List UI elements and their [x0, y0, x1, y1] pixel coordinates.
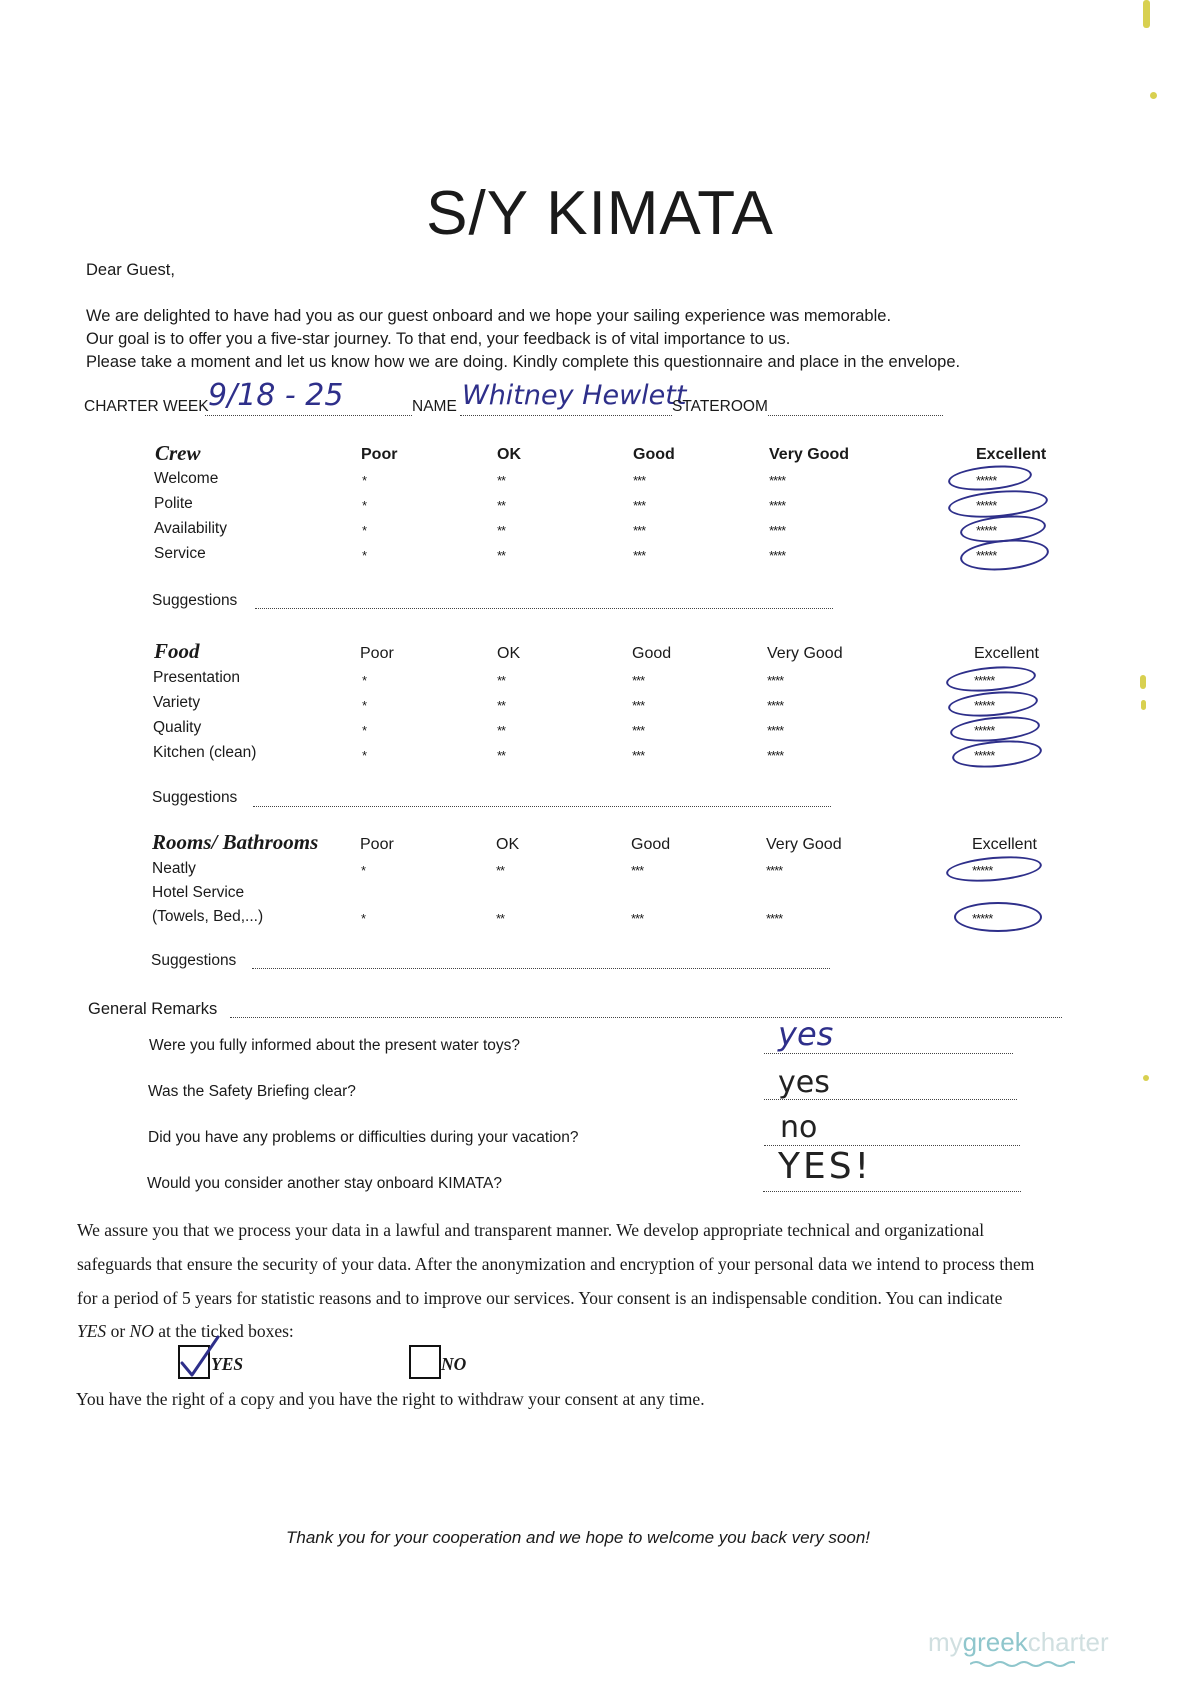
rating-item-hotel-service: Hotel Service: [152, 884, 245, 901]
col-very-good: Very Good: [766, 836, 842, 853]
name-line: [460, 415, 672, 416]
watermark-logo: [928, 1627, 1109, 1658]
selection-circle: [954, 902, 1042, 932]
star-3[interactable]: ***: [633, 548, 646, 563]
star-4[interactable]: ****: [769, 473, 786, 488]
star-3[interactable]: ***: [632, 698, 645, 713]
star-4[interactable]: ****: [767, 748, 784, 763]
rating-item-welcome: Welcome: [154, 470, 219, 487]
rating-item-towels-bed: (Towels, Bed,...): [152, 908, 264, 925]
stateroom-line[interactable]: [768, 415, 943, 416]
col-good: Good: [632, 645, 672, 662]
star-2[interactable]: **: [497, 698, 506, 713]
privacy-line-4-rest: at the ticked boxes:: [153, 1321, 294, 1341]
general-remarks-line[interactable]: [230, 1017, 1062, 1018]
watermark-wave-icon: [970, 1660, 1075, 1668]
suggestions-label: Suggestions: [152, 789, 238, 806]
star-3[interactable]: ***: [631, 863, 644, 878]
selection-circle: [947, 688, 1039, 720]
col-very-good: Very Good: [769, 446, 850, 463]
privacy-or-word: or: [106, 1321, 130, 1341]
star-5[interactable]: *****: [972, 863, 993, 878]
section-title-rooms: Rooms/ Bathrooms: [152, 830, 319, 854]
col-ok: OK: [496, 836, 520, 853]
closing-message: Thank you for your cooperation and we hope to welcome you back very soon!: [286, 1528, 871, 1547]
star-1[interactable]: *: [361, 863, 366, 878]
question-another-stay: Would you consider another stay onboard KIMATA?: [147, 1175, 502, 1192]
intro-line-1: We are delighted to have had you as our guest onboard and we hope your sailing experience was memorable.: [86, 307, 892, 325]
col-ok: OK: [497, 446, 521, 463]
consent-no-label: NO: [441, 1354, 467, 1374]
star-2[interactable]: **: [497, 723, 506, 738]
star-3[interactable]: ***: [632, 673, 645, 688]
question-water-toys: Were you fully informed about the present water toys?: [149, 1037, 521, 1054]
star-5[interactable]: *****: [976, 473, 997, 488]
suggestions-line[interactable]: [253, 806, 831, 807]
col-good: Good: [633, 446, 675, 463]
star-1[interactable]: *: [362, 548, 367, 563]
suggestions-label: Suggestions: [151, 952, 237, 969]
scan-speck: [1143, 1075, 1149, 1081]
rating-item-neatly: Neatly: [152, 860, 196, 877]
selection-circle: [947, 462, 1033, 493]
privacy-line-1: We assure you that we process your data in a lawful and transparent manner. We develop appropriate technical and organizational: [77, 1220, 985, 1240]
suggestions-line[interactable]: [252, 968, 830, 969]
star-1[interactable]: *: [362, 473, 367, 488]
rating-item-polite: Polite: [154, 495, 193, 512]
name-label: NAME: [412, 398, 457, 415]
star-5[interactable]: *****: [974, 748, 995, 763]
col-poor: Poor: [360, 836, 394, 853]
answer-water-toys[interactable]: yes: [778, 1015, 834, 1053]
selection-circle: [959, 536, 1050, 574]
star-5[interactable]: *****: [974, 698, 995, 713]
scan-speck: [1150, 92, 1157, 99]
name-value[interactable]: Whitney Hewlett: [462, 380, 687, 411]
watermark-part-2: greek: [962, 1627, 1028, 1657]
watermark-part-3: charter: [1027, 1627, 1109, 1657]
stateroom-label: STATEROOM: [672, 398, 768, 415]
star-1[interactable]: *: [362, 748, 367, 763]
star-1[interactable]: *: [362, 673, 367, 688]
section-title-food: Food: [154, 639, 200, 663]
col-ok: OK: [497, 645, 521, 662]
star-5[interactable]: *****: [972, 911, 993, 926]
star-2[interactable]: **: [496, 863, 505, 878]
privacy-line-3: for a period of 5 years for statistic reasons and to improve our services. Your consent is an indispensable condition. You can indicate: [77, 1288, 1003, 1308]
star-5[interactable]: *****: [974, 673, 995, 688]
star-4[interactable]: ****: [769, 548, 786, 563]
star-5[interactable]: *****: [976, 548, 997, 563]
charter-week-line: [205, 415, 412, 416]
privacy-line-2: safeguards that ensure the security of your data. After the anonymization and encryption of your personal data we intend to process them: [77, 1254, 1035, 1274]
star-4[interactable]: ****: [767, 698, 784, 713]
star-2[interactable]: **: [497, 473, 506, 488]
consent-yes-label: YES: [211, 1354, 244, 1374]
selection-circle: [945, 663, 1037, 695]
star-1[interactable]: *: [362, 698, 367, 713]
selection-circle: [951, 737, 1043, 771]
rating-item-kitchen: Kitchen (clean): [153, 744, 257, 761]
col-good: Good: [631, 836, 671, 853]
suggestions-line[interactable]: [255, 608, 833, 609]
greeting: Dear Guest,: [86, 261, 175, 279]
answer-safety-briefing[interactable]: yes: [778, 1065, 830, 1100]
col-very-good: Very Good: [767, 645, 843, 662]
star-3[interactable]: ***: [632, 748, 645, 763]
scan-speck: [1140, 675, 1146, 689]
charter-week-label: CHARTER WEEK: [84, 398, 209, 415]
star-1[interactable]: *: [362, 498, 367, 513]
scan-speck: [1141, 700, 1146, 710]
rating-item-presentation: Presentation: [153, 669, 241, 686]
star-4[interactable]: ****: [767, 723, 784, 738]
star-1[interactable]: *: [362, 723, 367, 738]
answer-another-stay[interactable]: YES!: [778, 1146, 873, 1187]
star-3[interactable]: ***: [633, 523, 646, 538]
section-title-crew: Crew: [155, 441, 201, 465]
scan-speck: [1143, 0, 1150, 28]
document-title: S/Y KIMATA: [426, 179, 774, 248]
star-2[interactable]: **: [497, 748, 506, 763]
col-excellent: Excellent: [974, 645, 1039, 662]
answer-problems[interactable]: no: [780, 1110, 818, 1145]
privacy-yes-word: YES: [77, 1321, 107, 1341]
star-5[interactable]: *****: [976, 523, 997, 538]
star-1[interactable]: *: [361, 911, 366, 926]
privacy-no-word: NO: [129, 1321, 154, 1341]
star-2[interactable]: **: [497, 523, 506, 538]
star-3[interactable]: ***: [631, 911, 644, 926]
question-problems: Did you have any problems or difficulties during your vacation?: [148, 1129, 579, 1146]
star-2[interactable]: **: [497, 548, 506, 563]
watermark-part-1: my: [928, 1627, 963, 1657]
col-poor: Poor: [361, 446, 398, 463]
general-remarks-label: General Remarks: [88, 1000, 218, 1018]
star-4[interactable]: ****: [767, 673, 784, 688]
star-3[interactable]: ***: [633, 473, 646, 488]
suggestions-label: Suggestions: [152, 592, 238, 609]
col-excellent: Excellent: [976, 446, 1047, 463]
col-excellent: Excellent: [972, 836, 1037, 853]
selection-circle: [945, 853, 1043, 885]
rating-item-availability: Availability: [154, 520, 227, 537]
star-4[interactable]: ****: [766, 911, 783, 926]
answer-line: [764, 1053, 1013, 1054]
star-2[interactable]: **: [497, 673, 506, 688]
consent-no-checkbox[interactable]: [409, 1345, 441, 1379]
answer-line: [763, 1191, 1021, 1192]
star-5[interactable]: *****: [974, 723, 995, 738]
intro-line-3: Please take a moment and let us know how we are doing. Kindly complete this questionnaire and place in the envelope.: [86, 353, 961, 371]
star-5[interactable]: *****: [976, 498, 997, 513]
rating-item-variety: Variety: [153, 694, 201, 711]
rating-item-service: Service: [154, 545, 206, 562]
rating-item-quality: Quality: [153, 719, 202, 736]
star-3[interactable]: ***: [633, 498, 646, 513]
star-4[interactable]: ****: [769, 498, 786, 513]
star-4[interactable]: ****: [769, 523, 786, 538]
star-2[interactable]: **: [496, 911, 505, 926]
charter-week-value[interactable]: 9/18 - 25: [208, 378, 344, 413]
star-2[interactable]: **: [497, 498, 506, 513]
star-4[interactable]: ****: [766, 863, 783, 878]
question-safety-briefing: Was the Safety Briefing clear?: [148, 1083, 356, 1100]
star-3[interactable]: ***: [632, 723, 645, 738]
col-poor: Poor: [360, 645, 394, 662]
intro-line-2: Our goal is to offer you a five-star journey. To that end, your feedback is of vital importance to us.: [86, 330, 791, 348]
star-1[interactable]: *: [362, 523, 367, 538]
privacy-rights: You have the right of a copy and you have the right to withdraw your consent at any time.: [76, 1389, 705, 1409]
